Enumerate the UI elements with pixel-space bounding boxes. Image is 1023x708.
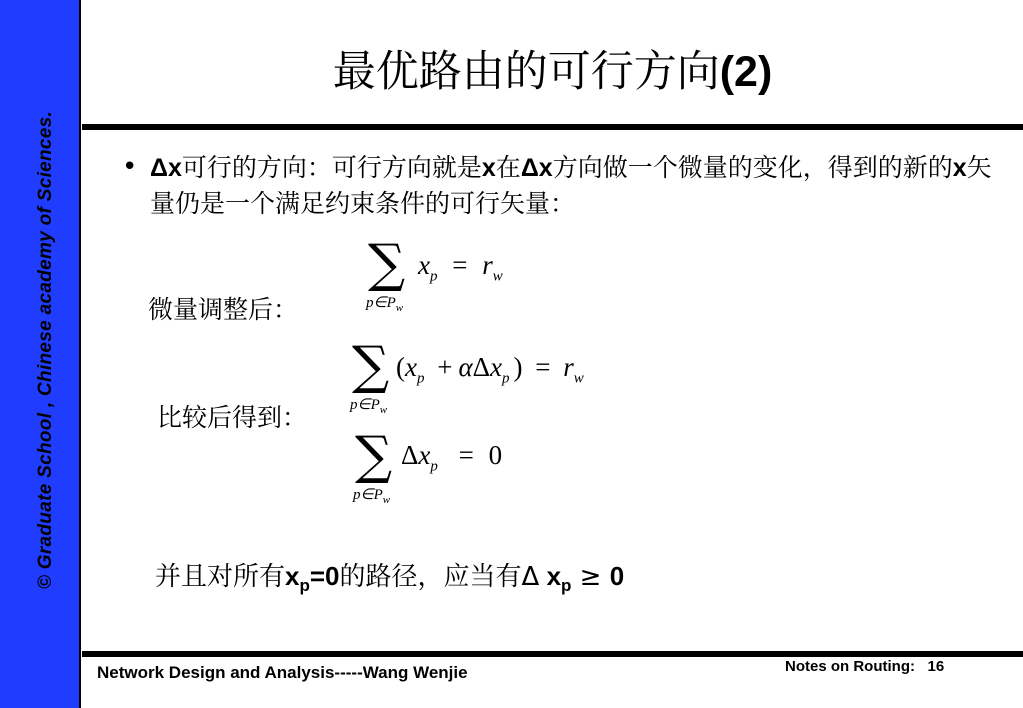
x-2: x <box>952 154 967 182</box>
bottom-rule <box>82 651 1023 657</box>
delta-x-2: Δx <box>520 154 553 182</box>
sum-symbol: ∑ <box>352 336 390 396</box>
sum-symbol: ∑ <box>355 426 393 486</box>
equation-3-body: $\Delta x_p = 0$ <box>401 440 503 475</box>
delta-x-1: Δx <box>150 154 182 182</box>
label-adjust: 微量调整后： <box>148 295 299 324</box>
footer-page-number: Notes on Routing: 16 <box>785 658 945 675</box>
para-text-4: 矢量仍是一个满足约束条件的可行矢量： <box>150 153 992 218</box>
para-text-1: 可行的方向：可行方向就是 <box>181 153 482 182</box>
x-1: x <box>481 154 496 182</box>
top-rule <box>82 124 1023 130</box>
bullet-paragraph <box>150 150 1010 222</box>
equation-2-body: ($x_p + \alpha\Delta x_p$ ) = $r_w$ <box>396 352 584 387</box>
title-suffix: (2) <box>719 48 773 96</box>
slide-title <box>82 38 1023 99</box>
sum-subscript: $p\in P_w$ <box>366 295 404 314</box>
title-main: 最优路由的可行方向 <box>332 47 720 97</box>
sum-subscript: $p\in P_w$ <box>350 397 388 416</box>
para-text-3: 方向做一个微量的变化，得到的新的 <box>552 153 953 182</box>
label-compare: 比较后得到： <box>157 403 308 432</box>
sidebar-copyright-text: © Graduate School , Chinese academy of Sciences. <box>35 110 56 590</box>
sum-subscript: $p\in P_w$ <box>353 487 391 506</box>
para-text-2: 在 <box>495 153 521 182</box>
sidebar <box>0 0 81 708</box>
bullet-marker: • <box>122 152 138 182</box>
sum-symbol: ∑ <box>368 234 406 294</box>
footer-course-title: Network Design and Analysis-----Wang Wenjie <box>97 663 468 682</box>
equation-1-body: $x_p = r_w$ <box>418 250 503 285</box>
condition-line: 并且对所有$x_p=0$的路径，应当有Δ $x_p \ge 0$ <box>155 561 625 596</box>
